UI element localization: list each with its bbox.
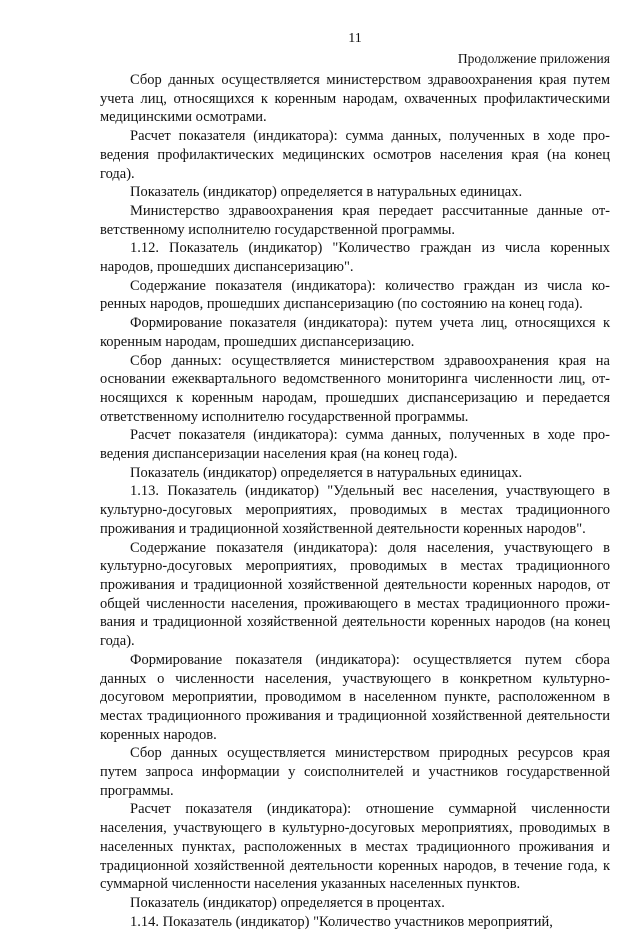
- paragraph-formation-1-12: Формирование показателя (индикатора): путем учета лиц, относящихся к коренным народам, прошедших диспансеризацию.: [100, 315, 610, 350]
- page-number: 11: [348, 31, 362, 46]
- body-text: [100, 71, 610, 931]
- paragraph-data-transfer: Министерство здравоохранения края передает рассчитанные данные ответственному исполнителю государственной программы.: [100, 202, 610, 238]
- paragraph-calculation-1-12: Расчет показателя (индикатора): сумма данных, полученных в ходе проведения диспансеризации населения края (на конец года).: [100, 427, 610, 463]
- appendix-continuation-note: Продолжение приложения: [457, 51, 610, 66]
- paragraph-units-1-13: Показатель (индикатор) определяется в процентах.: [130, 894, 445, 911]
- paragraph-indicator-1-14: 1.14. Показатель (индикатор) "Количество участников мероприятий,: [130, 913, 553, 930]
- paragraph-units-1-12: Показатель (индикатор) определяется в натуральных единицах.: [130, 464, 523, 481]
- paragraph-calculation-medical-exams: Расчет показателя (индикатора): сумма данных, полученных в ходе проведения профилактических медицинских осмотров населения края (на конец года).: [100, 128, 610, 182]
- paragraph-data-collection-medical-exams: Сбор данных осуществляется министерством здравоохранения края путем учета лиц, относящихся к коренным народам, охваченных профилактическими медицинскими осмотрами.: [100, 72, 610, 126]
- paragraph-data-collection-1-12: Сбор данных: осуществляется министерством здравоохранения края на основании ежеквартального ведомственного мониторинга численности лиц, относящихся к коренным народам, прошедших диспансеризацию и передается ответственному исполнителю государственной программы.: [100, 352, 610, 425]
- paragraph-indicator-1-12: 1.12. Показатель (индикатор) "Количество граждан из числа коренных народов, прошедших диспансеризацию".: [100, 240, 610, 276]
- paragraph-units-natural: Показатель (индикатор) определяется в натуральных единицах.: [130, 184, 523, 201]
- paragraph-indicator-1-13: 1.13. Показатель (индикатор) "Удельный вес населения, участвующего в культурно-досуговых мероприятиях, проводимых в местах традиционного проживания и традиционной хозяйственной деятельности коренных народов".: [100, 483, 610, 537]
- paragraph-content-1-12: Содержание показателя (индикатора): количество граждан из числа коренных народов, прошедших диспансеризацию (по состоянию на конец года).: [100, 277, 610, 313]
- paragraph-formation-1-13: Формирование показателя (индикатора): осуществляется путем сбора данных о численности населения, участвующего в конкретном культурно-досуговом мероприятии, проводимом в населенном пункте, расположенном в местах традиционного проживания и традиционной хозяйственной деятельности коренных народов.: [100, 651, 610, 743]
- paragraph-calculation-1-13: Расчет показателя (индикатора): отношение суммарной численности населения, участвующего в культурно-досуговых мероприятиях, проводимых в населенных пунктах, расположенных в местах традиционного проживания и традиционной хозяйственной деятельности коренных народов, в течение года, к суммарной численности населения указанных населенных пунктов.: [100, 801, 610, 893]
- paragraph-content-1-13: Содержание показателя (индикатора): доля населения, участвующего в культурно-досуговых мероприятиях, проводимых в местах традиционного проживания и традиционной хозяйственной деятельности коренных народов, от общей численности населения, проживающего в местах традиционного проживания и традиционной хозяйственной деятельности коренных народов (на конец года).: [100, 539, 610, 650]
- paragraph-data-collection-1-13: Сбор данных осуществляется министерством природных ресурсов края путем запроса информации у соисполнителей и участников государственной программы.: [100, 745, 610, 799]
- document-page: [100, 0, 610, 930]
